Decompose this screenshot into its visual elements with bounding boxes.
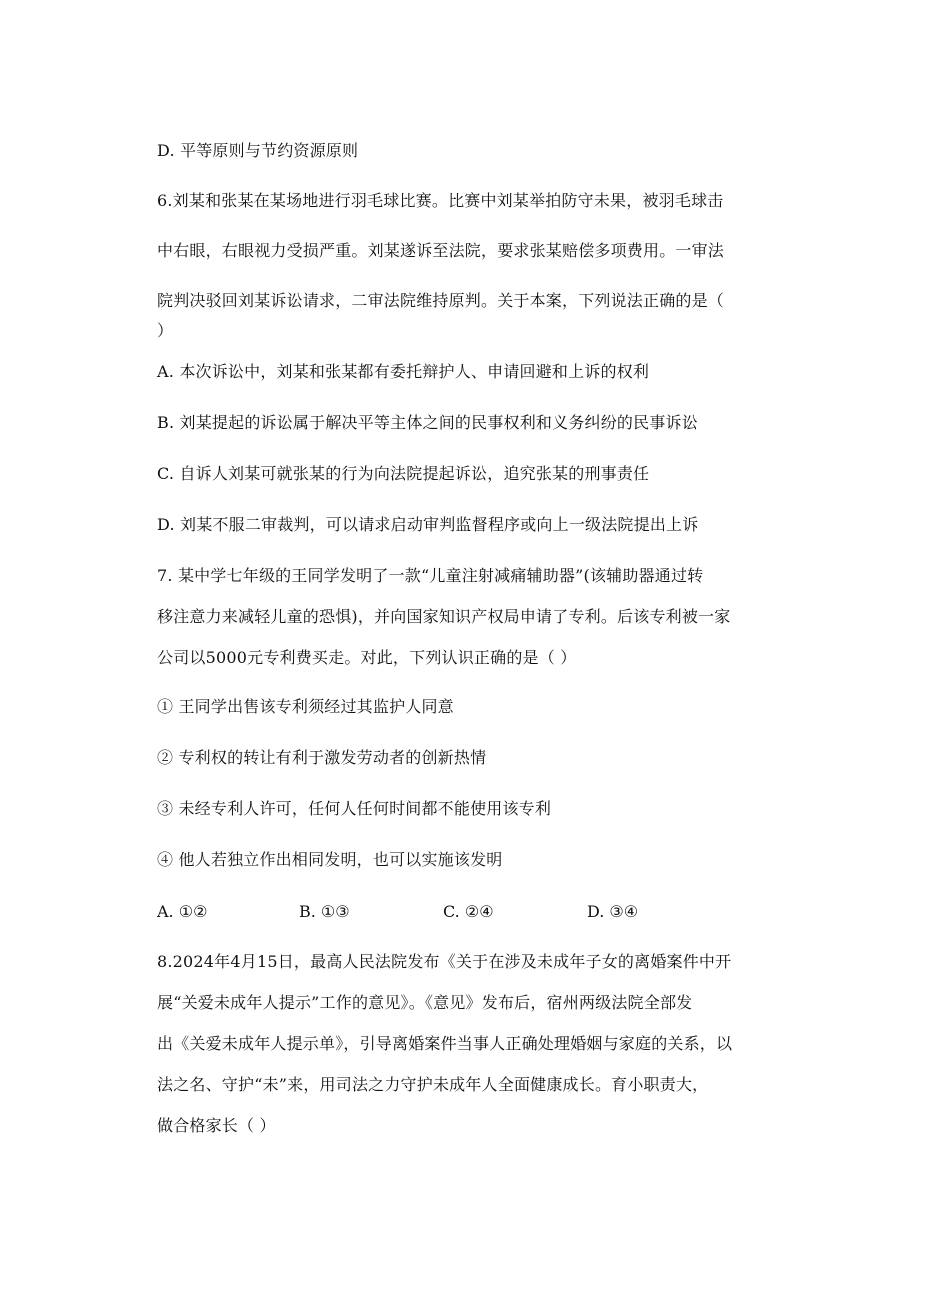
- q8-stem-line: 做合格家长（ ）: [157, 1116, 276, 1135]
- q7-choice-a: A. ①②: [157, 902, 208, 921]
- q6-stem-line: 中右眼，右眼视力受损严重。刘某遂诉至法院，要求张某赔偿多项费用。一审法: [157, 241, 725, 260]
- q6-option-b: B. 刘某提起的诉讼属于解决平等主体之间的民事权利和义务纠纷的民事诉讼: [157, 413, 698, 432]
- q8-stem-line: 8.2024年4月15日，最高人民法院发布《关于在涉及未成年子女的离婚案件中开: [157, 952, 732, 971]
- q6-stem-line: 院判决驳回刘某诉讼请求，二审法院维持原判。关于本案，下列说法正确的是（: [157, 291, 725, 310]
- q6-option-c: C. 自诉人刘某可就张某的行为向法院提起诉讼，追究张某的刑事责任: [157, 464, 650, 483]
- q7-statement-3: ③ 未经专利人许可，任何人任何时间都不能使用该专利: [157, 799, 552, 818]
- q7-stem-line: 7. 某中学七年级的王同学发明了一款“儿童注射减痛辅助器”(该辅助器通过转: [157, 566, 704, 585]
- q6-option-d: D. 刘某不服二审裁判，可以请求启动审判监督程序或向上一级法院提出上诉: [157, 515, 699, 534]
- q7-statement-2: ② 专利权的转让有利于激发劳动者的创新热情: [157, 748, 487, 767]
- q8-stem-line: 展“关爱未成年人提示”工作的意见》。《意见》发布后，宿州两级法院全部发: [157, 993, 693, 1012]
- q7-choice-c: C. ②④: [443, 902, 494, 921]
- q7-stem-line: 移注意力来减轻儿童的恐惧)，并向国家知识产权局申请了专利。后该专利被一家: [157, 607, 731, 626]
- q5-option-d: D. 平等原则与节约资源原则: [157, 141, 359, 160]
- q8-stem-line: 出《关爱未成年人提示单》，引导离婚案件当事人正确处理婚姻与家庭的关系，以: [157, 1034, 733, 1053]
- q6-option-a: A. 本次诉讼中，刘某和张某都有委托辩护人、申请回避和上诉的权利: [157, 362, 650, 381]
- q6-stem-line: ）: [157, 321, 174, 340]
- q7-statement-1: ① 王同学出售该专利须经过其监护人同意: [157, 697, 454, 716]
- q7-statement-4: ④ 他人若独立作出相同发明，也可以实施该发明: [157, 850, 503, 869]
- q7-choice-b: B. ①③: [299, 902, 350, 921]
- q7-choices: [157, 901, 677, 923]
- q7-stem-line: 公司以5000元专利费买走。对此，下列认识正确的是（ ）: [157, 648, 577, 667]
- q6-stem-line: 6.刘某和张某在某场地进行羽毛球比赛。比赛中刘某举拍防守未果，被羽毛球击: [157, 191, 724, 210]
- q7-choice-d: D. ③④: [587, 902, 639, 921]
- q8-stem-line: 法之名、守护“未”来，用司法之力守护未成年人全面健康成长。育小职责大，: [157, 1075, 709, 1094]
